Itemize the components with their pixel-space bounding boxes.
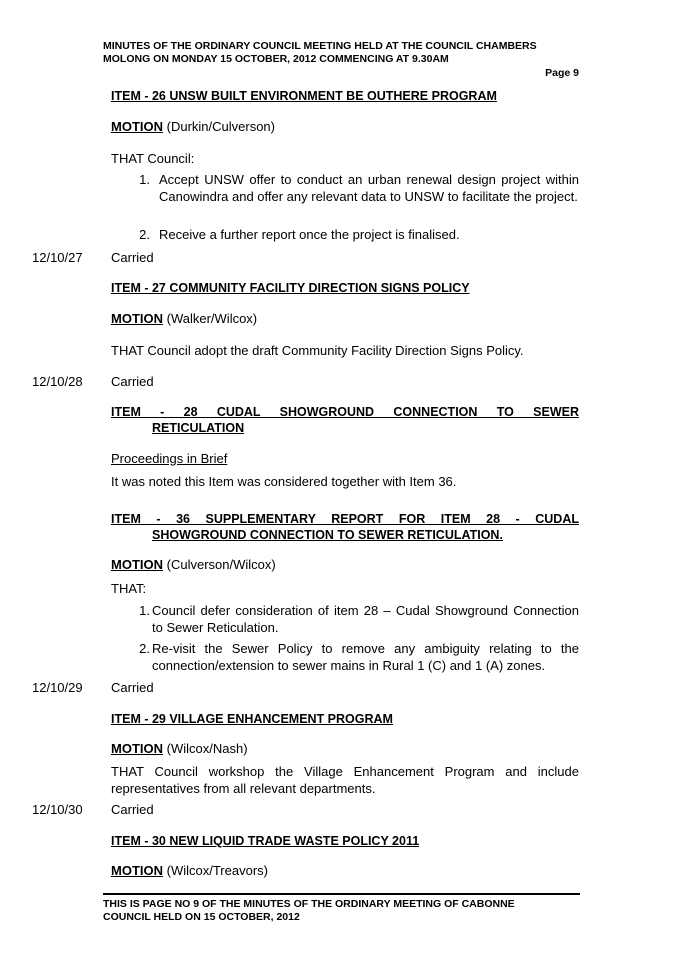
page-footer <box>103 898 579 924</box>
motion-label: MOTION <box>111 311 163 326</box>
motion-movers: (Wilcox/Treavors) <box>166 863 268 878</box>
result-carried: Carried <box>111 802 154 817</box>
list-text: Council defer consideration of item 28 – Cudal Showground Connection to Sewer Reticulation. <box>152 603 579 635</box>
list-text: Re-visit the Sewer Policy to remove any ambiguity relating to the connection/extension to sewer mains in Rural 1 (C) and 1 (A) zones. <box>152 641 579 673</box>
motion-movers: (Culverson/Wilcox) <box>166 557 276 572</box>
motion-movers: (Durkin/Culverson) <box>166 119 275 134</box>
motion-movers: (Wilcox/Nash) <box>166 741 248 756</box>
motion-movers: (Walker/Wilcox) <box>166 311 258 326</box>
result-carried: Carried <box>111 250 154 265</box>
footer-line-2: COUNCIL HELD ON 15 OCTOBER, 2012 <box>103 911 300 923</box>
item-26-heading: ITEM - 26 UNSW BUILT ENVIRONMENT BE OUTHERE PROGRAM <box>111 89 497 103</box>
motion-label: MOTION <box>111 119 163 134</box>
header-line-1: MINUTES OF THE ORDINARY COUNCIL MEETING HELD AT THE COUNCIL CHAMBERS <box>103 40 537 52</box>
proceedings-in-brief: Proceedings in Brief <box>111 451 228 466</box>
item-26-intro: THAT Council: <box>111 151 195 166</box>
motion-label: MOTION <box>111 863 163 878</box>
footer-line-1: THIS IS PAGE NO 9 OF THE MINUTES OF THE ORDINARY MEETING OF CABONNE <box>103 898 515 910</box>
result-carried: Carried <box>111 374 154 389</box>
item-27-heading: ITEM - 27 COMMUNITY FACILITY DIRECTION SIGNS POLICY <box>111 281 470 295</box>
list-number: 1. <box>139 603 150 618</box>
item-26-list-item-1 <box>130 171 579 205</box>
item-27-motion <box>111 310 579 327</box>
item-29-body: THAT Council workshop the Village Enhancement Program and include representatives from all relevant departments. <box>111 764 579 796</box>
item-29-heading: ITEM - 29 VILLAGE ENHANCEMENT PROGRAM <box>111 712 393 726</box>
resolution-number: 12/10/30 <box>32 802 83 817</box>
item-27-body: THAT Council adopt the draft Community Facility Direction Signs Policy. <box>111 343 524 358</box>
item-36-list-item-1 <box>130 602 579 636</box>
resolution-number: 12/10/27 <box>32 250 83 265</box>
list-number: 2. <box>139 641 150 656</box>
item-28-heading <box>111 404 579 436</box>
item-36-list-item-2 <box>130 640 579 674</box>
item-36-heading <box>111 511 579 543</box>
item-30-heading: ITEM - 30 NEW LIQUID TRADE WASTE POLICY 2011 <box>111 834 420 848</box>
item-36-intro: THAT: <box>111 581 147 596</box>
motion-label: MOTION <box>111 741 163 756</box>
item-26-motion <box>111 118 579 135</box>
header-line-2: MOLONG ON MONDAY 15 OCTOBER, 2012 COMMENCING AT 9.30AM <box>103 53 449 65</box>
item-26-list-item-2 <box>130 226 579 243</box>
item-30-motion <box>111 862 579 879</box>
item-36-motion <box>111 556 579 573</box>
footer-divider <box>103 893 580 895</box>
list-text: Receive a further report once the project is finalised. <box>159 227 460 242</box>
heading-line-2: SHOWGROUND CONNECTION TO SEWER RETICULATION. <box>152 528 503 542</box>
page-header <box>103 40 579 66</box>
result-carried: Carried <box>111 680 154 695</box>
list-number: 2. <box>139 227 150 242</box>
resolution-number: 12/10/29 <box>32 680 83 695</box>
resolution-number: 12/10/28 <box>32 374 83 389</box>
item-29-motion <box>111 740 579 757</box>
item-28-body: It was noted this Item was considered together with Item 36. <box>111 474 457 489</box>
heading-line-2: RETICULATION <box>152 421 245 435</box>
list-text: Accept UNSW offer to conduct an urban renewal design project within Canowindra and offer any relevant data to UNSW to facilitate the project. <box>159 172 579 204</box>
page-number: Page 9 <box>545 67 579 79</box>
heading-line-1: ITEM - 36 SUPPLEMENTARY REPORT FOR ITEM 28 - CUDAL <box>111 512 579 526</box>
heading-line-1: ITEM - 28 CUDAL SHOWGROUND CONNECTION TO SEWER <box>111 405 579 419</box>
motion-label: MOTION <box>111 557 163 572</box>
list-number: 1. <box>139 172 150 187</box>
